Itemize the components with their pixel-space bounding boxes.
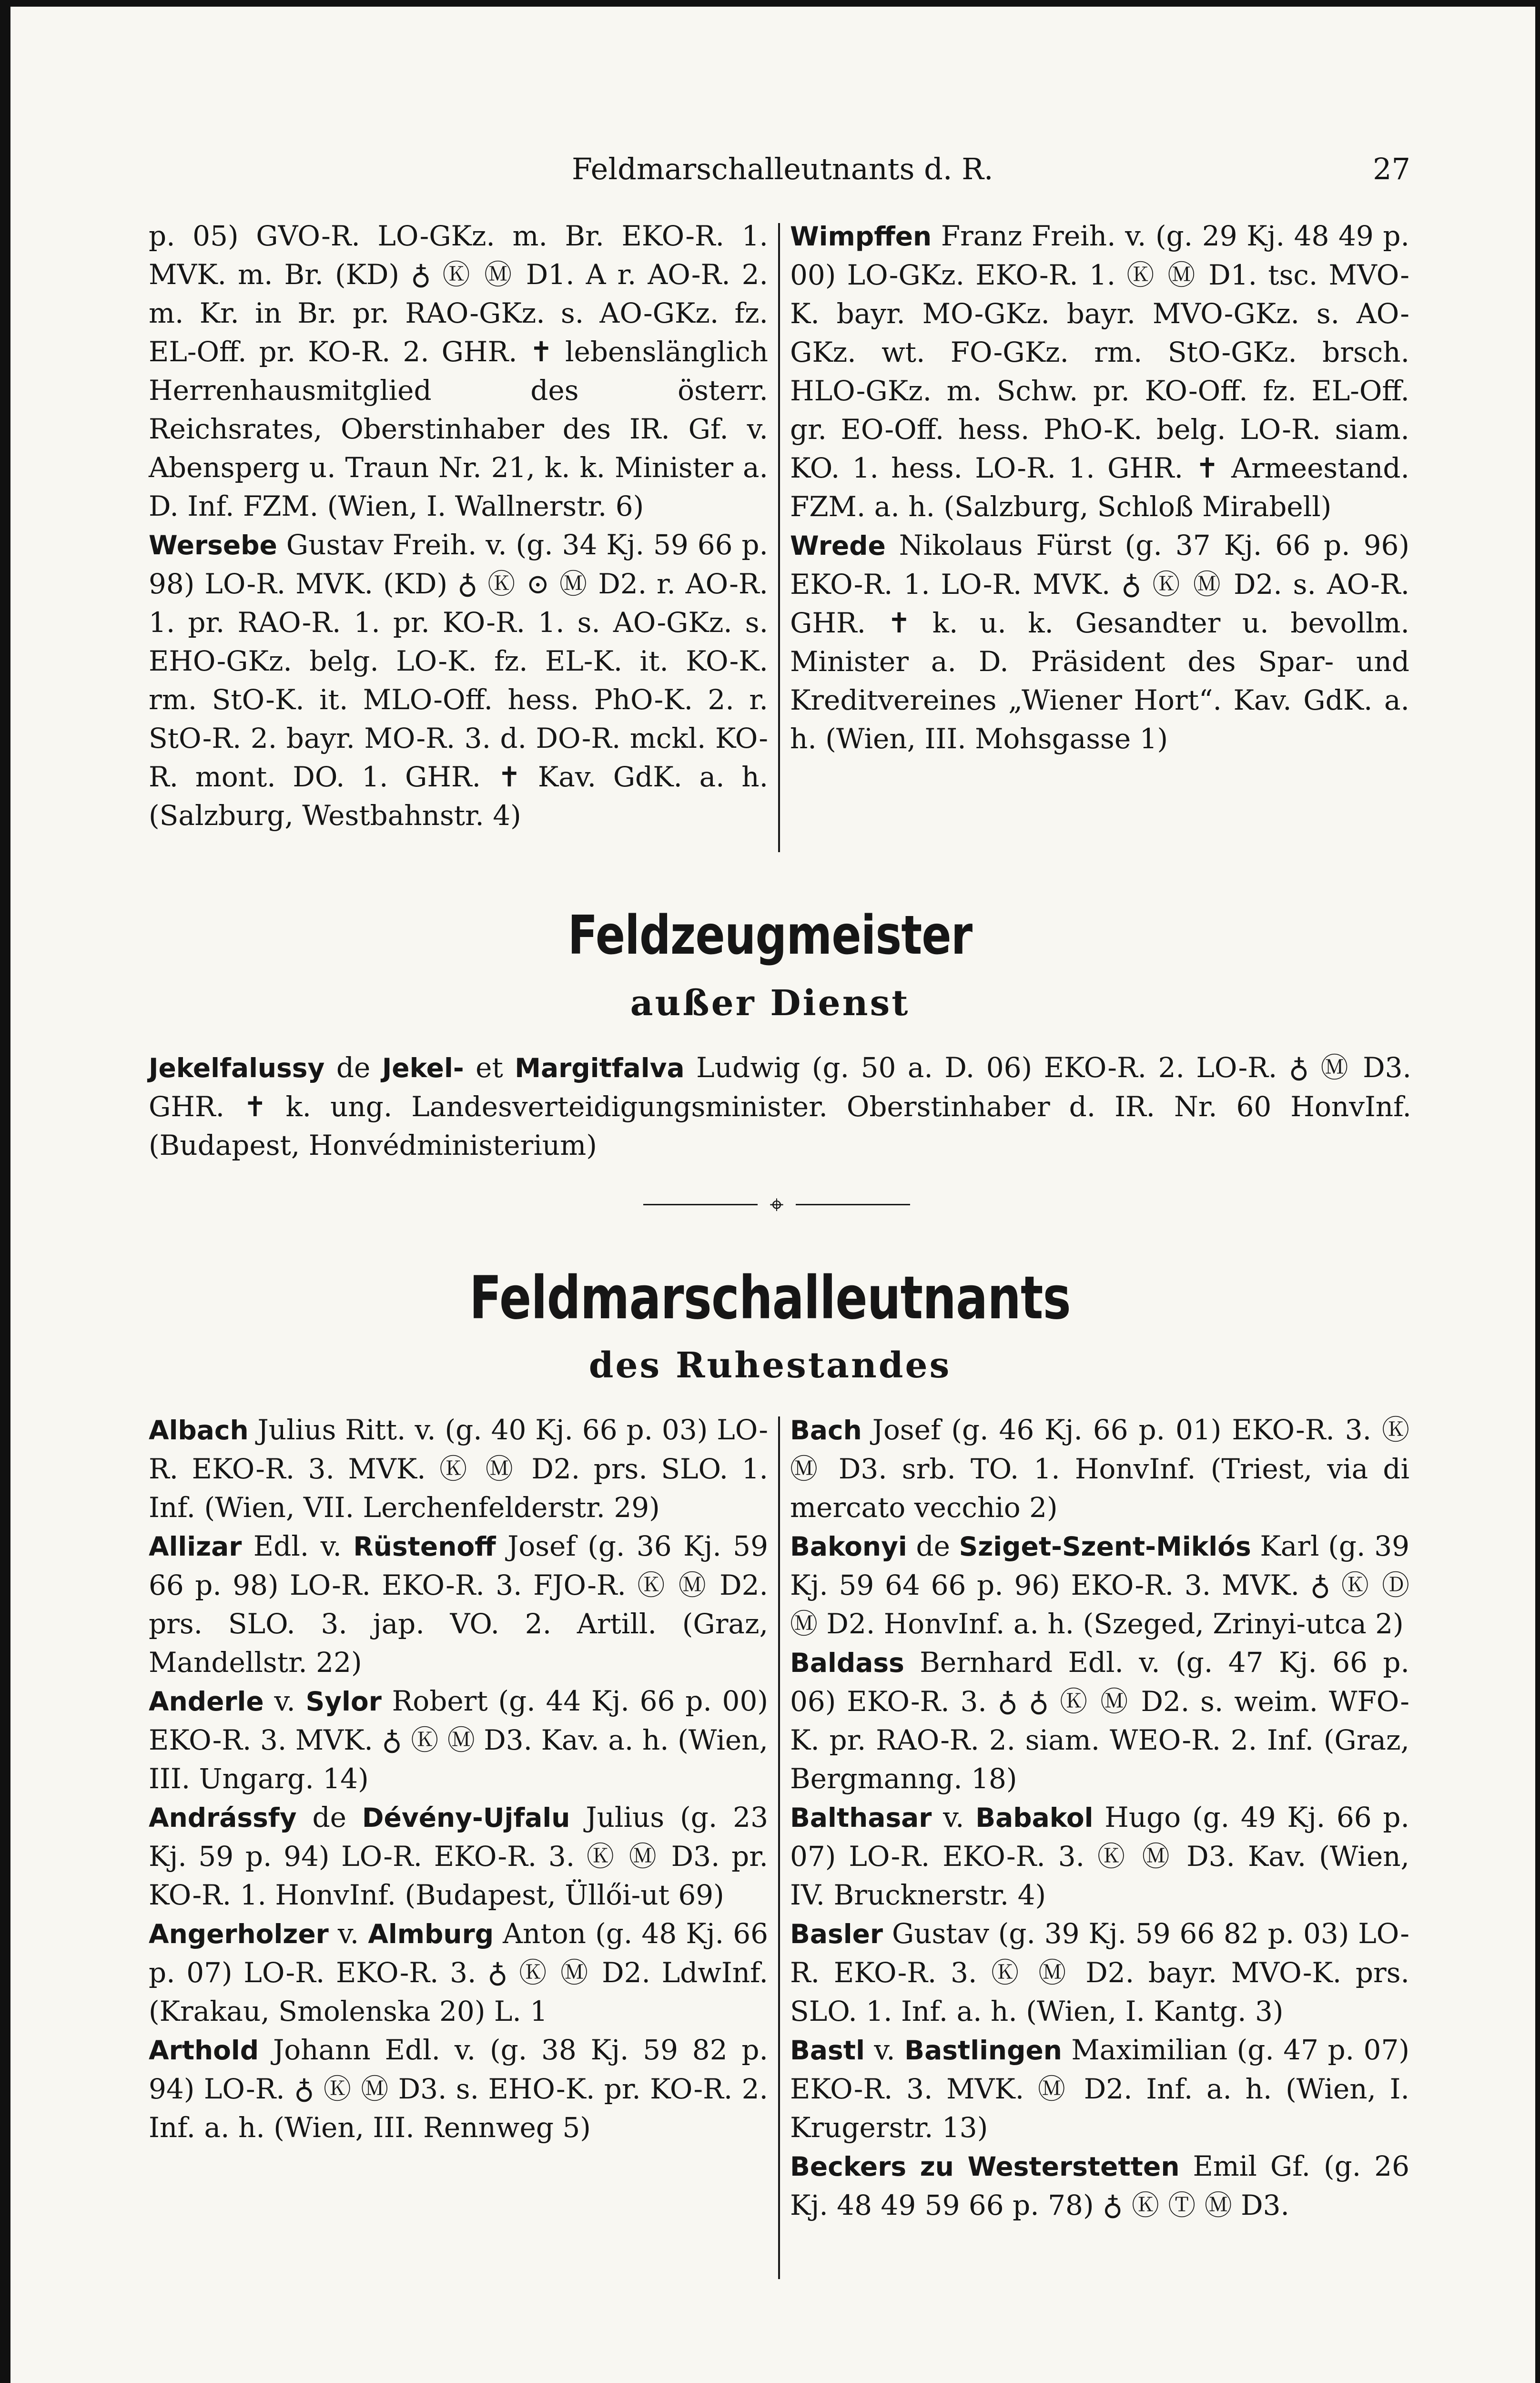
entry-name: Basler <box>790 1919 883 1949</box>
entry-name: Arthold <box>149 2035 259 2066</box>
entry-name: Dévény-Ujfalu <box>362 1803 570 1833</box>
running-head <box>143 152 1410 194</box>
list-item: Allizar Edl. v. Rüstenoff Josef (g. 36 Kj. 59 66 p. 98) LO-R. EKO-R. 3. FJO-R. Ⓚ Ⓜ D2. prs. SLO. 3. jap. VO. 2. Artill. (Graz, Mandellstr. 22) <box>149 1530 768 1679</box>
running-title: Feldmarschalleutnants d. R. <box>572 152 993 186</box>
list-item: Andrássfy de Dévény-Ujfalu Julius (g. 23 Kj. 59 p. 94) LO-R. EKO-R. 3. Ⓚ Ⓜ D3. pr. KO-R. 1. HonvInf. (Budapest, Üllői-ut 69) <box>149 1801 768 1911</box>
scan-edge-top <box>0 0 1540 7</box>
section-title-feldzeugmeister: Feldzeugmeister <box>567 905 973 967</box>
list-item: Bakonyi de Sziget-Szent-Miklós Karl (g. 39 Kj. 59 64 66 p. 96) EKO-R. 3. MVK. ♁ Ⓚ Ⓓ Ⓜ D2. HonvInf. a. h. (Szeged, Zrinyi-utca 2) <box>790 1530 1410 1640</box>
scan-edge-right <box>1535 0 1540 2383</box>
entry-name: Angerholzer <box>149 1919 329 1949</box>
list-item: Wrede Nikolaus Fürst (g. 37 Kj. 66 p. 96) EKO-R. 1. LO-R. MVK. ♁ Ⓚ Ⓜ D2. s. AO-R. GHR. ✝ k. u. k. Gesandter u. bevollm. Minister a. D. Präsident des Spar- und Kreditvereines „Wiener Hort“. Kav. GdK. a. h. (Wien, III. Mohsgasse 1) <box>790 529 1409 755</box>
entry-name: Andrássfy <box>149 1803 297 1833</box>
entry-name: Jekel- <box>382 1053 464 1083</box>
entry-name: Bakonyi <box>790 1531 907 1562</box>
flourish-icon: ⌖ <box>770 1191 784 1219</box>
list-item: Angerholzer v. Almburg Anton (g. 48 Kj. 66 p. 07) LO-R. EKO-R. 3. ♁ Ⓚ Ⓜ D2. LdwInf. (Krakau, Smolenska 20) L. 1 <box>149 1917 768 2027</box>
top-right-column <box>790 217 1409 758</box>
column-divider <box>778 1416 780 2279</box>
entry-name: Jekelfalussy <box>149 1053 325 1083</box>
entry-name: Beckers zu Westerstetten <box>790 2151 1180 2182</box>
section-subtitle-des-ruhestandes: des Ruhestandes <box>588 1345 952 1386</box>
entry-name: Bastl <box>790 2035 865 2066</box>
list-item: Beckers zu Westerstetten Emil Gf. (g. 26 Kj. 48 49 59 66 p. 78) ♁ Ⓚ Ⓣ Ⓜ D3. <box>790 2150 1409 2221</box>
entry-name: Bach <box>790 1415 862 1446</box>
entry-name: Baldass <box>790 1648 904 1678</box>
entry-name: Wrede <box>790 530 886 561</box>
top-left-column <box>149 217 768 835</box>
list-item: Baldass Bernhard Edl. v. (g. 47 Kj. 66 p. 06) EKO-R. 3. ♁ ♁ Ⓚ Ⓜ D2. s. weim. WFO-K. pr. RAO-R. 2. siam. WEO-R. 2. Inf. (Graz, Bergmanng. 18) <box>790 1646 1409 1795</box>
entry-name: Almburg <box>368 1919 494 1949</box>
list-item: Wimpffen Franz Freih. v. (g. 29 Kj. 48 49 p. 00) LO-GKz. EKO-R. 1. Ⓚ Ⓜ D1. tsc. MVO-K. bayr. MO-GKz. bayr. MVO-GKz. s. AO-GKz. wt. FO-GKz. rm. StO-GKz. brsch. HLO-GKz. m. Schw. pr. KO-Off. fz. EL-Off. gr. EO-Off. hess. PhO-K. belg. LO-R. siam. KO. 1. hess. LO-R. 1. GHR. ✝ Armeestand. FZM. a. h. (Salzburg, Schloß Mirabell) <box>790 220 1409 523</box>
entry-name: Albach <box>149 1415 249 1446</box>
list-item: Bach Josef (g. 46 Kj. 66 p. 01) EKO-R. 3. Ⓚ Ⓜ D3. srb. TO. 1. HonvInf. (Triest, via di mercato vecchio 2) <box>790 1414 1409 1524</box>
list-item: Balthasar v. Babakol Hugo (g. 49 Kj. 66 p. 07) LO-R. EKO-R. 3. Ⓚ Ⓜ D3. Kav. (Wien, IV. Brucknerstr. 4) <box>790 1801 1409 1911</box>
entry-name: Sylor <box>305 1686 382 1717</box>
entry-name: Sziget-Szent-Miklós <box>959 1531 1251 1562</box>
ornament-line <box>643 1204 758 1205</box>
list-item: p. 05) GVO-R. LO-GKz. m. Br. EKO-R. 1. MVK. m. Br. (KD) ♁ Ⓚ Ⓜ D1. A r. AO-R. 2. m. Kr. in Br. pr. RAO-GKz. s. AO-GKz. fz. EL-Off. pr. KO-R. 2. GHR. ✝ lebenslänglich Herrenhausmitglied des österr. Reichsrates, Oberstinhaber des IR. Gf. v. Abensperg u. Traun Nr. 21, k. k. Minister a. D. Inf. FZM. (Wien, I. Wallnerstr. 6) <box>149 220 768 522</box>
list-item: Jekelfalussy de Jekel- et Margitfalva Ludwig (g. 50 a. D. 06) EKO-R. 2. LO-R. ♁ Ⓜ D3. GHR. ✝ k. ung. Landesverteidigungsminister. Oberstinhaber d. IR. Nr. 60 HonvInf. (Budapest, Honvédministerium) <box>149 1051 1411 1161</box>
column-divider <box>778 223 780 852</box>
section-title-feldmarschalleutnants: Feldmarschalleutnants <box>469 1264 1071 1333</box>
page-number: 27 <box>1373 152 1410 186</box>
list-item: Bastl v. Bastlingen Maximilian (g. 47 p. 07) EKO-R. 3. MVK. Ⓜ D2. Inf. a. h. (Wien, I. Krugerstr. 13) <box>790 2034 1409 2144</box>
entry-name: Bastlingen <box>904 2035 1062 2066</box>
entry-name: Allizar <box>149 1531 242 1562</box>
list-item: Albach Julius Ritt. v. (g. 40 Kj. 66 p. 03) LO-R. EKO-R. 3. MVK. Ⓚ Ⓜ D2. prs. SLO. 1. Inf. (Wien, VII. Lerchenfelderstr. 29) <box>149 1414 768 1524</box>
entry-name: Wimpffen <box>790 221 932 252</box>
list-item: Wersebe Gustav Freih. v. (g. 34 Kj. 59 66 p. 98) LO-R. MVK. (KD) ♁ Ⓚ ⊙ Ⓜ D2. r. AO-R. 1. pr. RAO-R. 1. pr. KO-R. 1. s. AO-GKz. s. EHO-GKz. belg. LO-K. fz. EL-K. it. KO-K. rm. StO-K. it. MLO-Off. hess. PhO-K. 2. r. StO-R. 2. bayr. MO-R. 3. d. DO-R. mckl. KO-R. mont. DO. 1. GHR. ✝ Kav. GdK. a. h. (Salzburg, Westbahnstr. 4) <box>149 529 768 832</box>
entry-name: Wersebe <box>149 530 277 560</box>
ornament-line <box>796 1204 910 1205</box>
ornament-divider <box>643 1191 910 1219</box>
list-item: Anderle v. Sylor Robert (g. 44 Kj. 66 p. 00) EKO-R. 3. MVK. ♁ Ⓚ Ⓜ D3. Kav. a. h. (Wien, III. Ungarg. 14) <box>149 1685 768 1795</box>
section-subtitle-ausser-dienst: außer Dienst <box>630 983 910 1024</box>
list-item: Arthold Johann Edl. v. (g. 38 Kj. 59 82 p. 94) LO-R. ♁ Ⓚ Ⓜ D3. s. EHO-K. pr. KO-R. 2. Inf. a. h. (Wien, III. Rennweg 5) <box>149 2034 768 2144</box>
entry-name: Balthasar <box>790 1803 932 1833</box>
list-item: Basler Gustav (g. 39 Kj. 59 66 82 p. 03) LO-R. EKO-R. 3. Ⓚ Ⓜ D2. bayr. MVO-K. prs. SLO. 1. Inf. a. h. (Wien, I. Kantg. 3) <box>790 1917 1409 2027</box>
entry-name: Babakol <box>975 1803 1094 1833</box>
bottom-right-column <box>790 1411 1409 2225</box>
scan-edge-left <box>0 0 10 2383</box>
entry-name: Rüstenoff <box>353 1531 496 1562</box>
entry-name: Margitfalva <box>515 1053 685 1083</box>
entry-name: Anderle <box>149 1686 264 1717</box>
bottom-left-column <box>149 1411 768 2147</box>
